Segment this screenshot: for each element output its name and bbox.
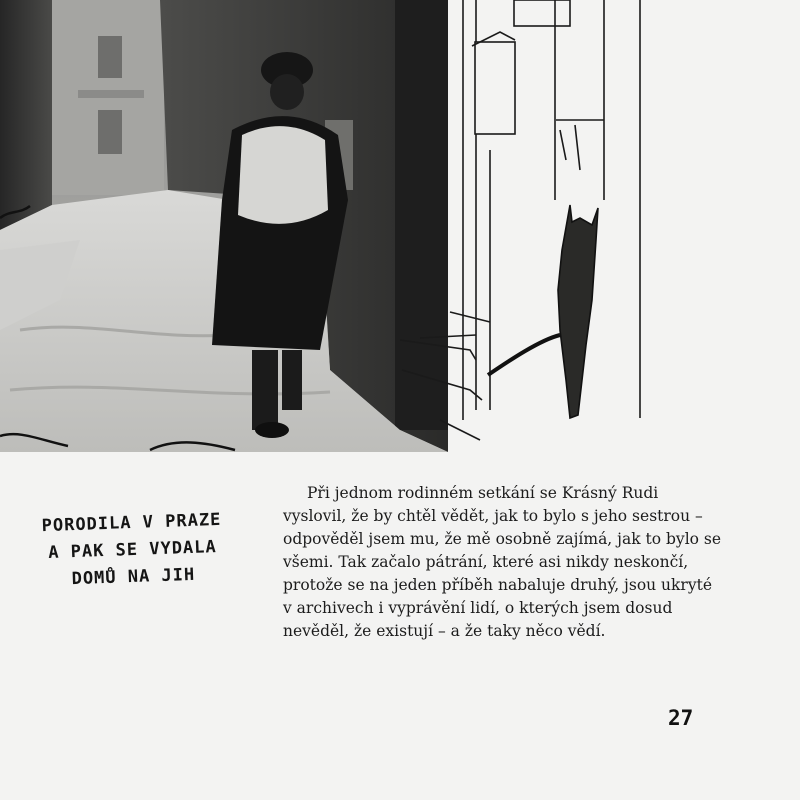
page-number: 27	[668, 706, 694, 730]
body-paragraph: Při jednom rodinném setkání se Krásný Rudi vyslovil, že by chtěl vědět, jak to bylo s jeho sestrou – odpověděl jsem mu, že mě osobně zajímá, jak to bylo se všemi. Tak začalo pátrání, které asi nikdy neskončí, protože se na jeden příběh nabaluje druhý, jsou ukryté v archivech i vyprávění lidí, o kterých jsem dosud nevěděl, že existují – a že taky něco vědí.	[283, 484, 722, 640]
handwritten-caption: PORODILA V PRAZE A PAK SE VYDALA DOMŮ NA JIH	[41, 509, 222, 590]
cat-drawing	[488, 205, 598, 418]
street-photo	[0, 0, 448, 452]
